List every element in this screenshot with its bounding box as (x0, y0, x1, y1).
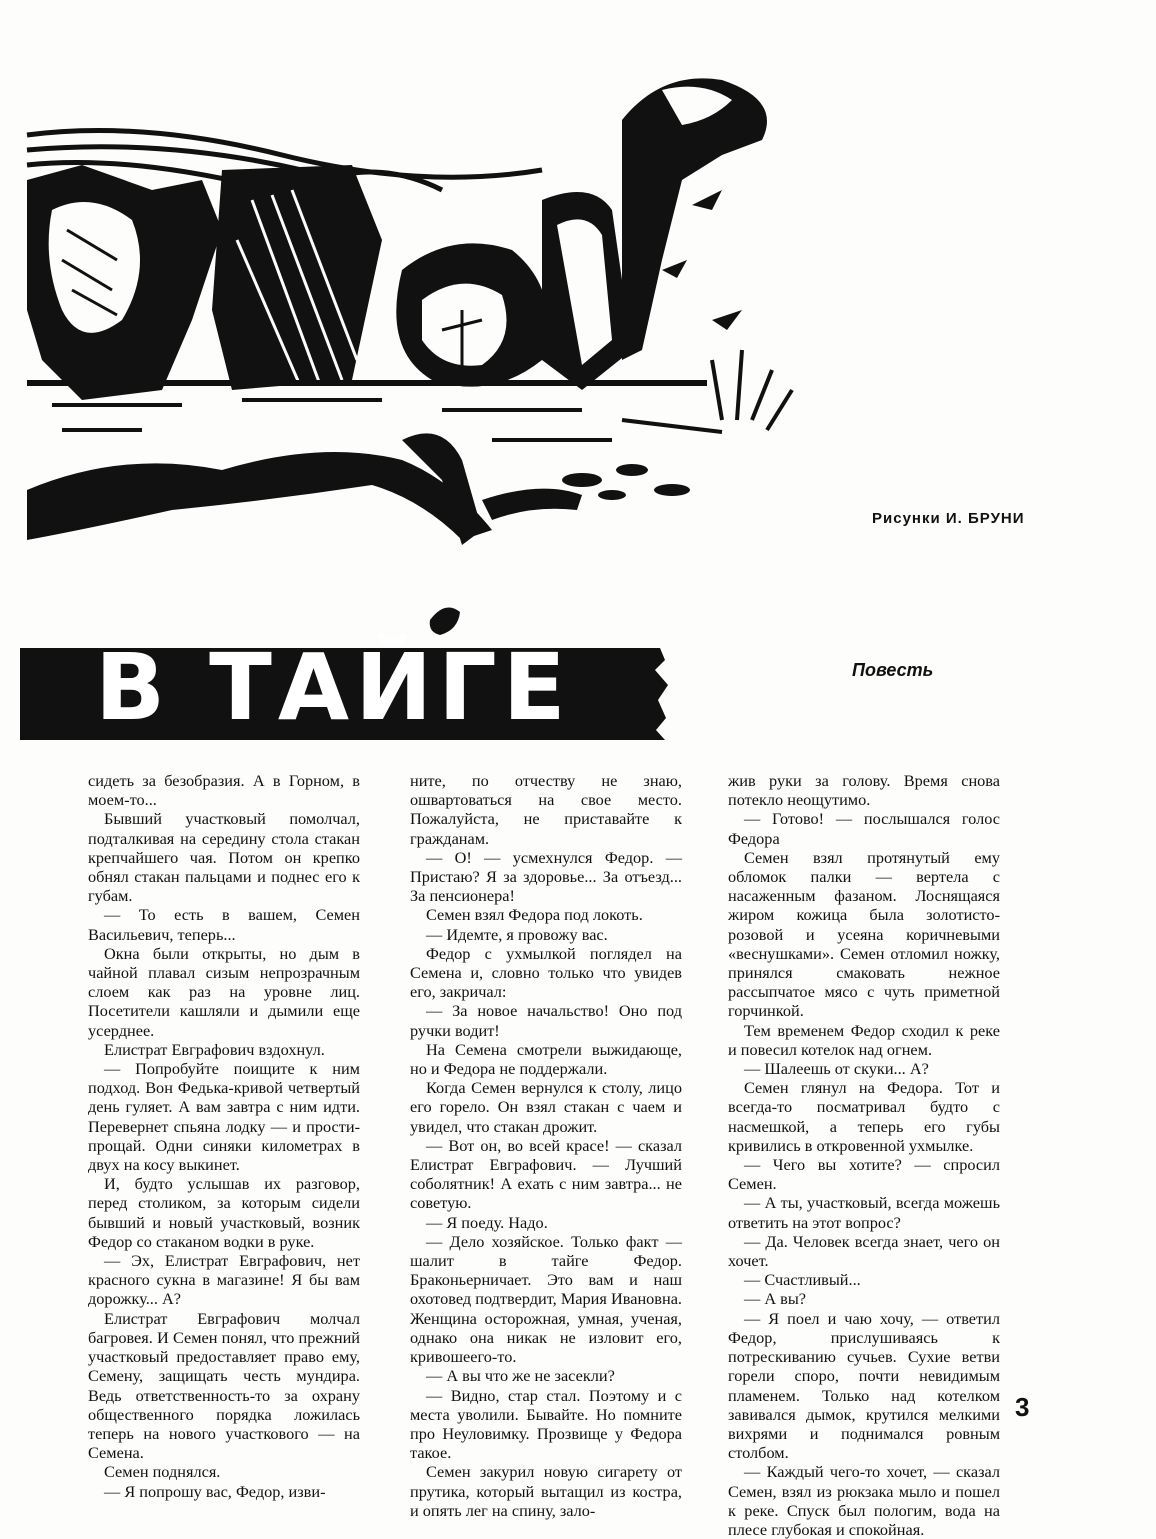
paragraph: Когда Семен вернулся к столу, лицо его горело. Он взял стакан с чаем и увидел, что стакан дрожит. (410, 1078, 682, 1136)
paragraph: — А вы? (744, 1289, 807, 1309)
paragraph: Семен взял протянутый ему обломок палки — вертела с насаженным фазаном. Лоснящаяся жиром кожица была золотисто-розовой и усеяна коричневыми «веснушками». Семен отломил ножку, принялся смаковать нежное рассыпчатое мясо с чуть приметной горчинкой. (728, 847, 1000, 1021)
paragraph: Семен поднялся. (104, 1462, 221, 1482)
paragraph: — А ты, участковый, всегда можешь ответить на этот вопрос? (728, 1193, 1000, 1232)
paragraph: Бывший участковый помолчал, подталкивая на середину стола стакан крепчайшего чая. Потом он крепко обнял стакан пальцами и поднес его к губам. (88, 809, 360, 906)
text-column-1 (88, 771, 360, 1501)
paragraph: — Счастливый... (744, 1270, 861, 1290)
illustration-credit: Рисунки И. БРУНИ (872, 510, 1025, 527)
story-title: В ТАЙГЕ (95, 634, 572, 741)
paragraph: — Видно, стар стал. Поэтому и с места уволили. Бывайте. Но помните про Неуловимку. Прозвище у Федора такое. (410, 1385, 682, 1463)
paragraph: Семен глянул на Федора. Тот и всегда-то посматривал будто с насмешкой, а теперь его губы кривились в откровенной ухмылке. (728, 1078, 1000, 1155)
paragraph: Федор с ухмылкой поглядел на Семена и, словно только что увидев его, закричал: (410, 943, 682, 1002)
paragraph: Семен взял Федора под локоть. (426, 905, 643, 925)
paragraph: На Семена смотрели выжидающе, но и Федора не поддержали. (410, 1039, 682, 1079)
paragraph: — Чего вы хотите? — спросил Семен. (728, 1155, 1000, 1194)
paragraph: Елистрат Евграфович молчал багровея. И Семен понял, что прежний участковый предоставляет право ему, Семену, защищать честь мундира. Ведь ответственность-то за охрану общественного порядка ложилась теперь на нового участкового — на Семена. (88, 1308, 360, 1463)
paragraph: — Вот он, во всей красе! — сказал Елистрат Евграфович. — Лучший соболятник! А ехать с ним завтра... не советую. (410, 1135, 682, 1213)
paragraph: Тем временем Федор сходил к реке и повесил котелок над огнем. (728, 1020, 1000, 1059)
paragraph: — Я попрошу вас, Федор, изви- (104, 1481, 326, 1501)
page-number: 3 (1015, 1392, 1030, 1422)
paragraph: Окна были открыты, но дым в чайной плавал сизым непрозрачным слоем как раз на уровне лиц. Посетители кашляли и дымили еще усерднее. (88, 943, 360, 1040)
paragraph: Семен закурил новую сигарету от прутика, который вытащил из костра, и опять лег на спину, зало- (410, 1462, 682, 1520)
paragraph: жив руки за голову. Время снова потекло неощутимо. (728, 771, 1000, 810)
paragraph: Елистрат Евграфович вздохнул. (104, 1039, 325, 1059)
paragraph: — Я поеду. Надо. (426, 1212, 548, 1232)
paragraph: — За новое начальство! Оно под ручки водит! (410, 1001, 682, 1040)
text-column-2 (410, 771, 682, 1520)
paragraph: — Дело хозяйское. Только факт — шалит в тайге Федор. Браконьерничает. Это вам и наш охотовед подтвердит, Мария Ивановна. Женщина осторожная, умная, ученая, однако она никак не изловит его, кривошеего-то. (410, 1231, 682, 1367)
taiga-illustration (22, 60, 802, 550)
paragraph: — Готово! — послышался голос Федора (728, 809, 1000, 848)
paragraph: — Да. Человек всегда знает, чего он хочет. (728, 1231, 1000, 1271)
paragraph: — Идемте, я провожу вас. (426, 924, 608, 944)
paragraph: — Я поел и чаю хочу, — ответил Федор, прислушиваясь к потрескиванию сучьев. Сухие ветви горели споро, почти невидимым пламенем. Только над котелком завивался дымок, крутился мелкими вихрями и поднимался ровным столбом. (728, 1308, 1000, 1463)
paragraph: — А вы что же не засекли? (426, 1366, 615, 1386)
genre-subtitle: Повесть (852, 660, 934, 680)
paragraph: И, будто услышав их разговор, перед столиком, за которым сидели бывший и новый участковый, возник Федор со стаканом водки в руке. (88, 1174, 360, 1251)
paragraph: — Шалеешь от скуки... А? (744, 1059, 929, 1079)
paragraph: ните, по отчеству не знаю, ошвартоваться на свое место. Пожалуйста, не приставайте к гражданам. (410, 771, 682, 848)
paragraph: — Эх, Елистрат Евграфович, нет красного сукна в магазине! Я бы вам дорожку... А? (88, 1251, 360, 1309)
ink-drawing (22, 60, 802, 550)
paragraph: — То есть в вашем, Семен Васильевич, теперь... (88, 905, 360, 944)
paragraph: — О! — усмехнулся Федор. — Пристаю? Я за здоровье... За отъезд... За пенсионера! (410, 847, 682, 906)
text-column-3 (728, 771, 1000, 1539)
title-banner (20, 600, 670, 750)
paragraph: — Попробуйте поищите к ним подход. Вон Федька-кривой четвертый день гуляет. А вам завтра с ним идти. Перевернет спьяна лодку — и прости-прощай. Одни синяки километрах в двух на косу выкинет. (88, 1059, 360, 1175)
paragraph: сидеть за безобразия. А в Горном, в моем-то... (88, 771, 360, 810)
paragraph: — Каждый чего-то хочет, — сказал Семен, взял из рюкзака мыло и пошел к реке. Спуск был пологим, вода на плесе глубокая и спокойная. (728, 1462, 1000, 1539)
